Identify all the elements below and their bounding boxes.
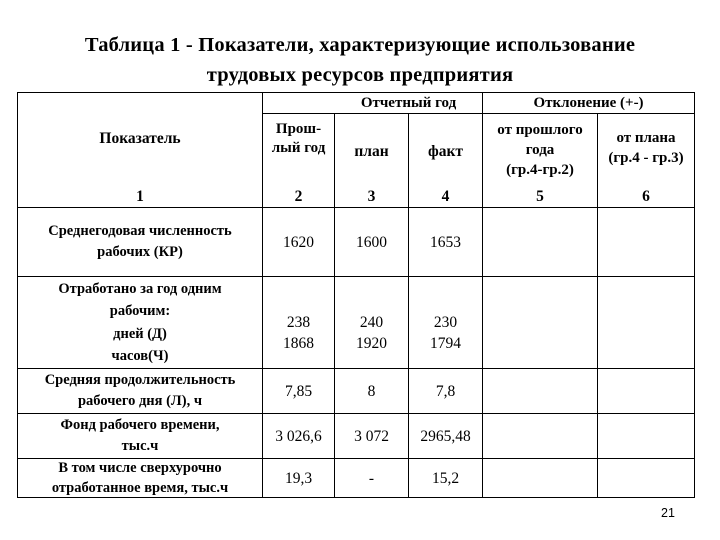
table-row-label	[18, 414, 262, 458]
col-number-3: 3	[367, 187, 376, 205]
header-prev-year-line-1: Прош-	[275, 121, 322, 137]
row-4-label-line-1: Фонд рабочего времени,	[60, 417, 220, 433]
row-5-plan: -	[368, 469, 375, 487]
table-title-line-2: трудовых ресурсов предприятия	[206, 64, 514, 86]
row-4-dev-plan	[598, 414, 694, 458]
col-number-6: 6	[642, 187, 650, 205]
header-from-plan	[598, 114, 694, 182]
page-number: 21	[661, 506, 675, 520]
table-row-label	[18, 369, 262, 413]
row-1-dev-plan	[598, 208, 694, 276]
row-5-label-line-1: В том числе сверхурочно	[58, 460, 222, 476]
table-row-label	[18, 459, 262, 497]
row-4-dev-prev	[483, 414, 597, 458]
row-1-label-line-1: Среднегодовая численность	[48, 223, 232, 239]
row-4-label-line-2: тыс.ч	[121, 438, 159, 454]
header-deviation	[483, 93, 694, 113]
row-2-label-line-2: рабочим:	[109, 303, 171, 319]
row-2-dev-plan	[598, 277, 694, 368]
header-prev-year-line-2: лый год	[271, 140, 326, 156]
col-number-2: 2	[294, 187, 303, 205]
table-row-label	[18, 277, 262, 368]
header-deviation-text: Отклонение (+-)	[533, 94, 644, 111]
row-3-plan: 8	[367, 382, 376, 400]
row-5-dev-prev	[483, 459, 597, 497]
header-plan	[335, 132, 408, 170]
row-2-prev-days: 238	[286, 314, 311, 331]
row-1-prev: 1620	[283, 233, 314, 251]
row-5-fact: 15,2	[431, 469, 460, 487]
row-3-label-line-1: Средняя продолжительность	[44, 372, 236, 388]
header-fact	[409, 132, 482, 170]
row-3-fact: 7,8	[435, 382, 456, 400]
row-2-fact-hours: 1794	[430, 335, 461, 352]
row-4-plan: 3 072	[354, 427, 389, 445]
table-row-label	[18, 208, 262, 276]
col-number-4: 4	[441, 187, 450, 205]
row-3-dev-prev	[483, 369, 597, 413]
header-from-plan-line-1: от плана	[616, 130, 676, 146]
row-2-fact-days: 230	[433, 314, 458, 331]
header-from-prev-line-3: (гр.4-гр.2)	[506, 162, 574, 178]
header-prev-year	[263, 114, 334, 164]
header-report-year-text: Отчетный год	[360, 94, 457, 111]
row-2-label-line-3: дней (Д)	[113, 325, 167, 342]
header-from-prev-line-1: от прошлого	[497, 122, 583, 138]
header-from-plan-line-2: (гр.4 - гр.3)	[608, 150, 684, 166]
header-indicator	[18, 93, 262, 183]
row-4-prev: 3 026,6	[275, 427, 322, 445]
row-2-label-line-1: Отработано за год одним	[58, 280, 222, 297]
header-report-year	[335, 93, 482, 113]
row-5-label-line-2: отработанное время, тыс.ч	[51, 480, 229, 496]
row-1-dev-prev	[483, 208, 597, 276]
row-3-prev: 7,85	[284, 382, 313, 400]
row-2-label-line-4: часов(Ч)	[111, 348, 169, 364]
row-3-dev-plan	[598, 369, 694, 413]
row-1-plan: 1600	[356, 233, 387, 251]
header-indicator-text: Показатель	[99, 129, 181, 147]
row-1-fact: 1653	[430, 233, 461, 251]
row-3-label-line-2: рабочего дня (Л), ч	[77, 393, 202, 409]
row-2-dev-prev	[483, 277, 597, 368]
row-2-plan-hours: 1920	[356, 335, 387, 352]
header-fact-text: факт	[427, 142, 464, 160]
row-2-prev-hours: 1868	[283, 335, 314, 352]
row-5-prev: 19,3	[284, 469, 313, 487]
col-number-5: 5	[536, 187, 544, 205]
header-from-prev-line-2: года	[525, 142, 555, 158]
row-5-dev-plan	[598, 459, 694, 497]
table-title-line-1: Таблица 1 - Показатели, характеризующие использование	[84, 34, 636, 56]
header-from-prev	[483, 114, 597, 186]
row-1-label-line-2: рабочих (КР)	[97, 244, 183, 260]
header-plan-text: план	[354, 142, 389, 160]
row-4-fact: 2965,48	[420, 427, 471, 445]
col-number-1: 1	[136, 187, 144, 205]
row-2-plan-days: 240	[359, 314, 384, 331]
